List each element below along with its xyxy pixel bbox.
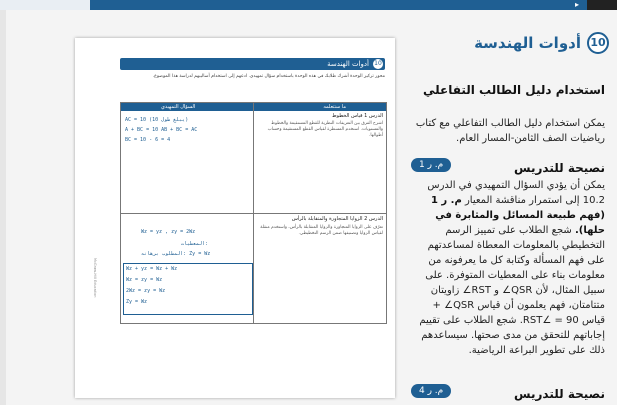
teacher-guide-content — [405, 28, 605, 405]
section-text: يمكن استخدام دليل الطالب التفاعلي مع كتاب رياضيات الصف الثامن-المسار العام. — [415, 118, 605, 144]
section2-label: الدرس 2 الزوايا المتجاورة والمتقابلة بالرأس — [291, 216, 383, 222]
tip1-text-a: يمكن أن يؤدي السؤال التمهيدي في الدرس 10.2 إلى استمرار مناقشة المعيار — [427, 180, 605, 206]
tip2-heading: نصيحة للتدريس — [514, 387, 605, 401]
top-bar-arrow-icon[interactable]: ▸ — [574, 0, 579, 9]
tip1-label-badge[interactable]: م. ر 1 — [411, 158, 451, 172]
top-bar-right-block — [587, 0, 617, 10]
thumbnail-intro-text: محور تركيز الوحدة أشرك طلابك في هذه الوحدة باستخدام سؤال تمهيدي. ادعهم إلى استخدام أساليبهم لدراسة هذا الموضوع. — [152, 74, 385, 79]
tip2-label-badge[interactable]: م. ر 4 — [411, 384, 451, 398]
top-bar — [0, 0, 617, 10]
section1-label: الدرس 1 قياس الخطوط — [332, 113, 383, 119]
section1-eq-2: A + BC = 10 AB + BC = AC — [125, 127, 198, 133]
tip1-heading: نصيحة للتدريس — [514, 161, 605, 175]
top-bar-left-block — [0, 0, 90, 10]
section2-eq-2: المعطيات: — [181, 241, 209, 247]
table-header-col-2: ما ستتعلمه — [323, 104, 346, 110]
left-edge — [0, 10, 6, 405]
chapter-number-badge: 10 — [587, 32, 609, 54]
chapter-heading — [405, 32, 605, 54]
tip1-text — [409, 178, 605, 358]
section-heading: استخدام دليل الطالب التفاعلي — [422, 83, 605, 97]
table-divider-horizontal — [121, 213, 386, 214]
proof-line-4: Zy = Wz — [126, 299, 148, 305]
page-thumbnail[interactable] — [75, 38, 395, 398]
proof-line-3: 2Wz = zy = Wz — [126, 288, 166, 294]
thumbnail-header-title: أدوات الهندسة — [327, 60, 369, 68]
section2-proof-box — [123, 263, 253, 315]
table-header-col-1: السؤال التمهيدي — [161, 104, 196, 110]
thumbnail-header-number: 10 — [374, 60, 382, 67]
section1-eq-3: BC = 10 - 6 = 4 — [125, 137, 171, 143]
section2-eq-3: المطلوب برهانه: Zy = Wz — [141, 251, 211, 257]
section1-eq-1: AC = 10 (يبلغ طول 10) — [125, 117, 189, 123]
tip1-text-b: شجع الطلاب على تمييز الرسم التخطيطي بالمعلومات المعطاة لمساعدتهم على فهم المسألة وكتابة كل ما يعرفونه من معلومات بناء على المعطيات المتوفرة. على سبيل المثال، لأن QSR∠ و RST∠ زاويتان متتامتان، فهم يعلمون أن قياس QSR∠ + قياس RST∠ = 90. شجع الطلاب على تقييم إجاباتهم للتحقق من مدى صحتها. سيساعدهم ذلك على تطوير البراعة الرياضية. — [419, 225, 605, 356]
section2-eq-1: Wz = yz , zy = 2Wz — [141, 229, 196, 235]
proof-line-1: Wz + yz = Wz + Wz — [126, 266, 178, 272]
chapter-title: أدوات الهندسة — [474, 34, 581, 52]
thumbnail-table — [120, 102, 387, 324]
tip1-text-bold: م. ر 1 (فهم طبيعة المسائل والمثابرة في حلها). — [430, 195, 605, 236]
section2-text: تعرّف على الزوايا المتجاورة والزوايا المتقابلة بالرأس، واستخدم منقلة لقياس الزوايا وتصنيفها ضمن الرسم التخطيطي. — [260, 225, 383, 236]
proof-line-2: Wz = zy = Wz — [126, 277, 163, 283]
section1-text: اشرح الفرق بين التعريفات النظرية للقطع المستقيمة والخطوط والمستويات. استخدم المسطرة لقياس القطع المستقيمة وحساب أطوالها. — [267, 121, 383, 138]
thumbnail-side-note: McGraw-Hill Education — [93, 258, 97, 298]
thumbnail-header-bar — [120, 58, 385, 70]
